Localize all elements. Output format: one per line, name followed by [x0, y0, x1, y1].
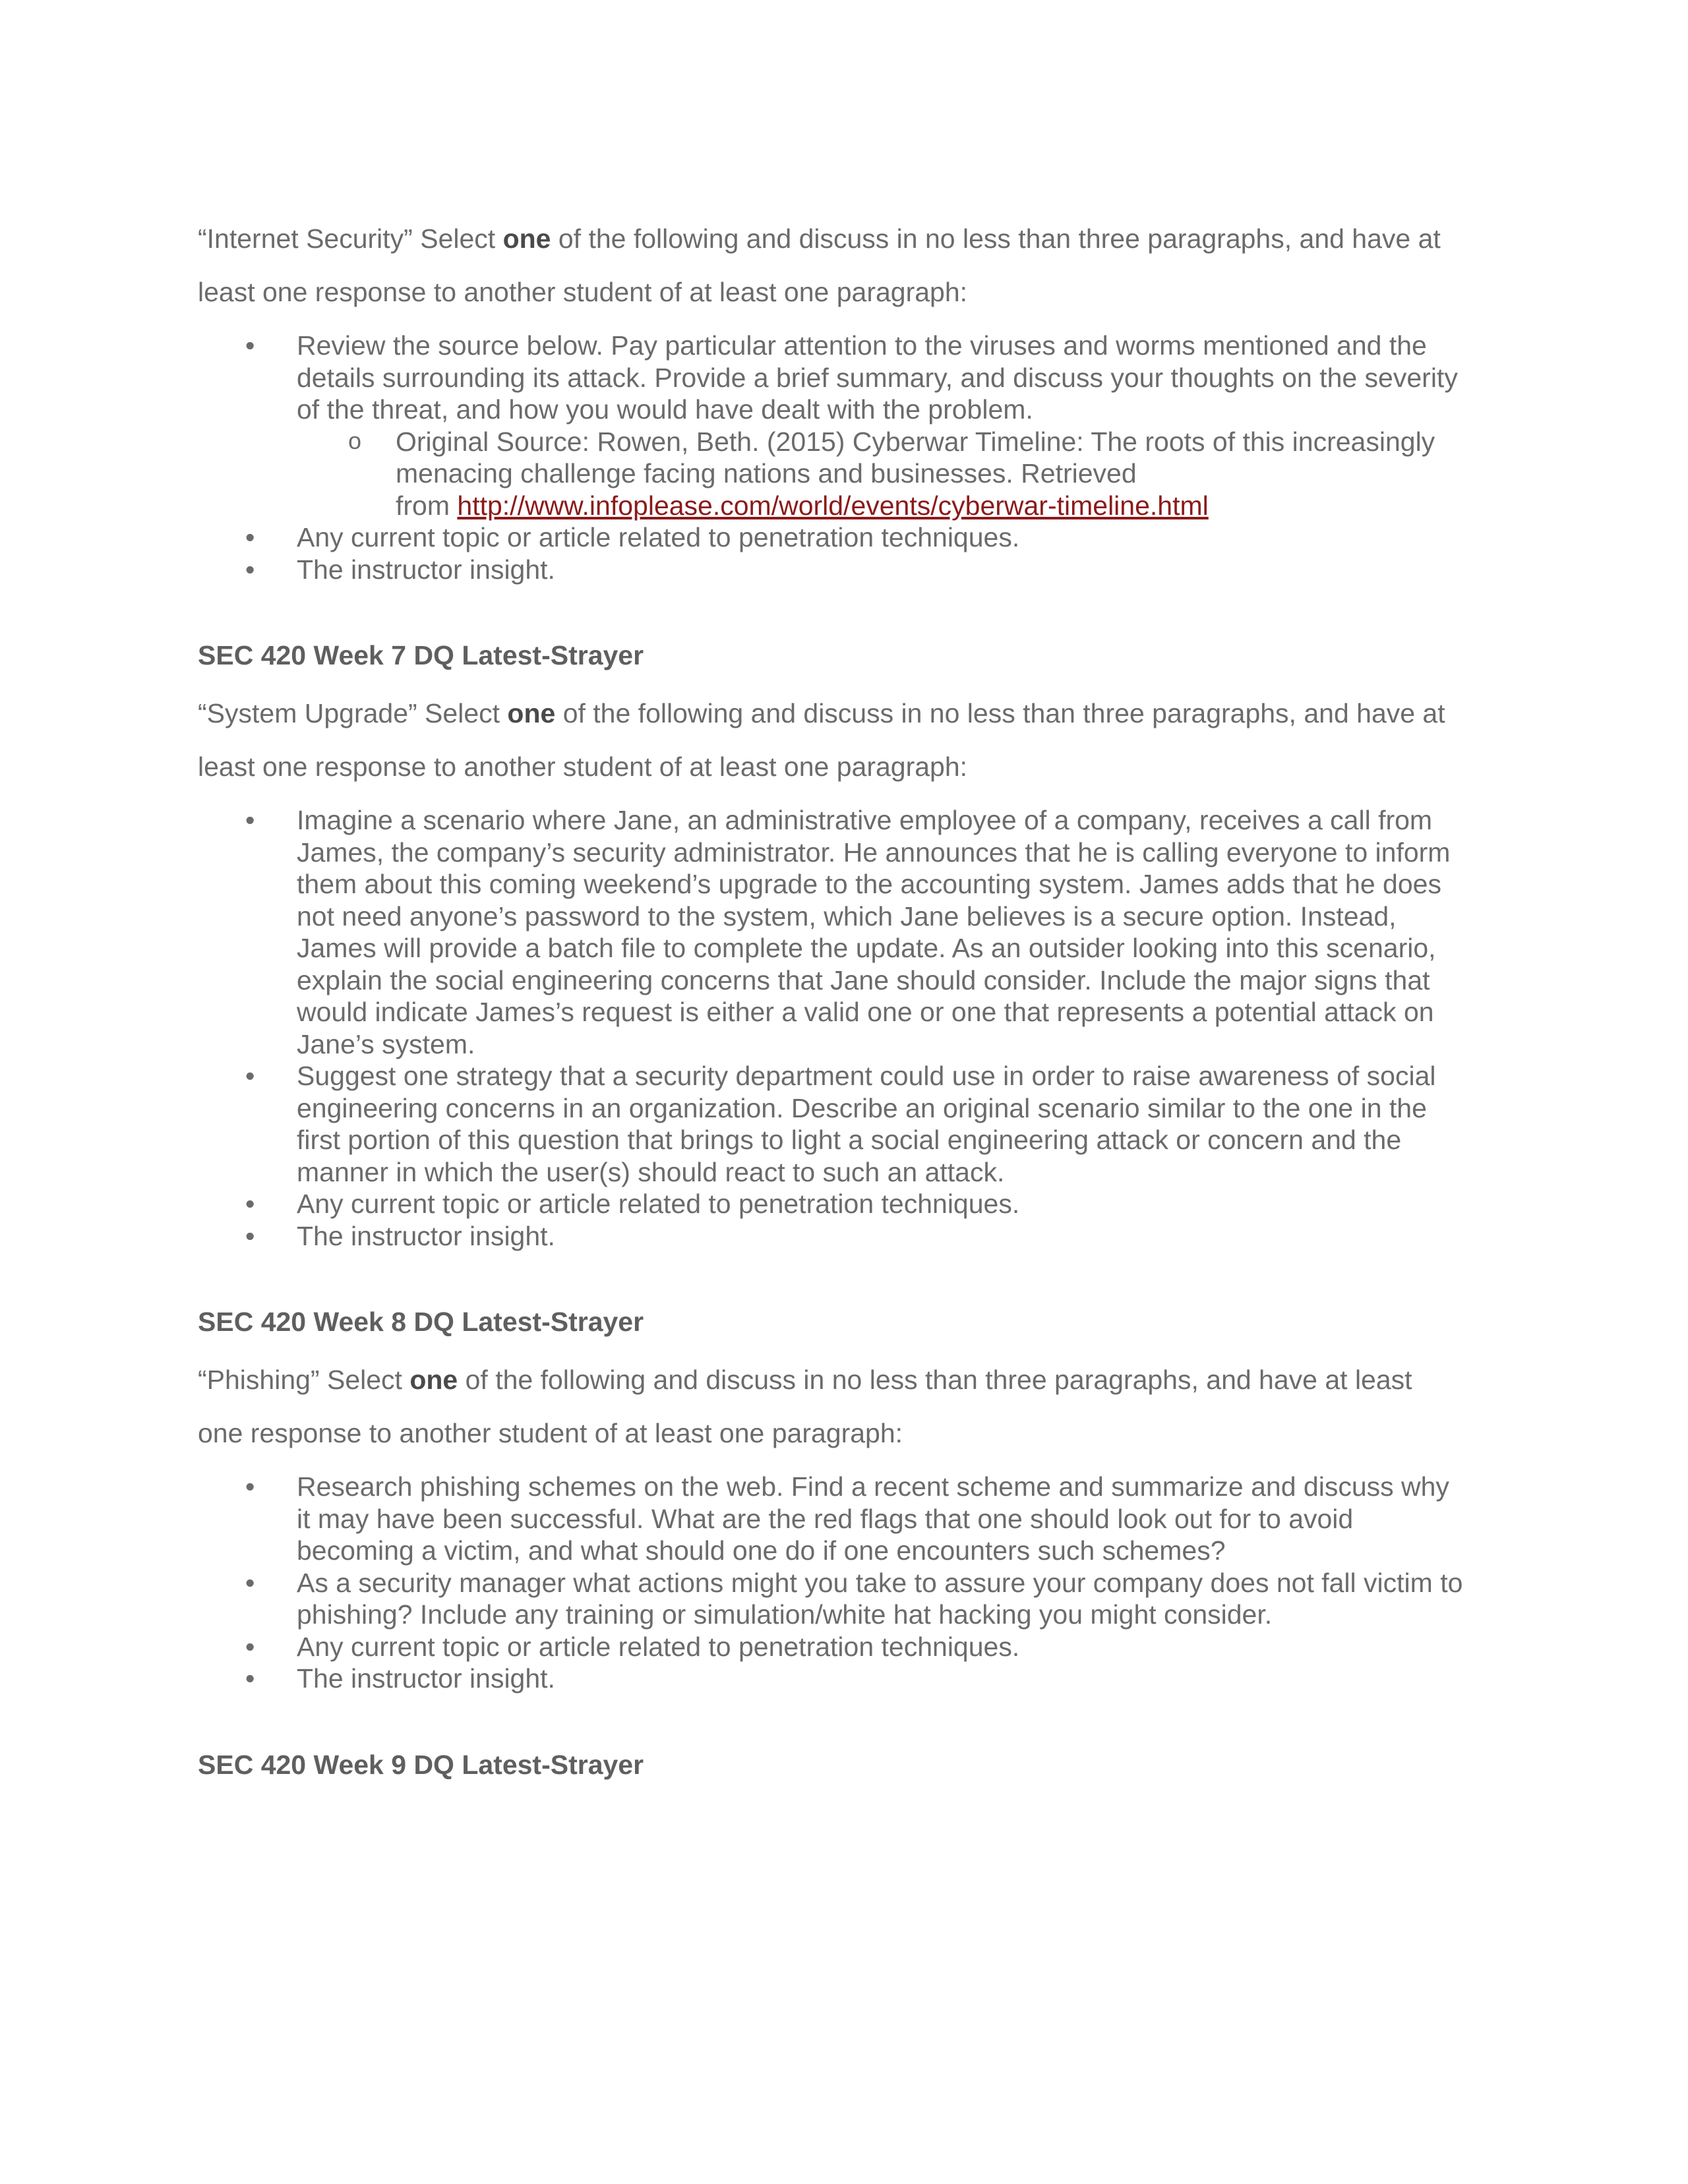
list-item: [198, 1631, 1490, 1663]
line: details surrounding its attack. Provide a brief summary, and discuss your thoughts on the severity: [297, 362, 1458, 393]
list-item: [198, 330, 1490, 521]
list-item: [198, 521, 1490, 554]
list-item: [198, 1060, 1490, 1188]
line: Suggest one strategy that a security department could use in order to raise awareness of social: [297, 1061, 1436, 1091]
line: Any current topic or article related to penetration techniques.: [297, 1189, 1020, 1219]
list-item: [198, 1663, 1490, 1695]
line: not need anyone’s password to the system, which Jane believes is a secure option. Instead,: [297, 900, 1397, 931]
line: Jane’s system.: [297, 1028, 475, 1059]
phishing-list: [198, 1471, 1490, 1695]
internet-security-list: [198, 330, 1490, 585]
list-item: [198, 1471, 1490, 1567]
line: manner in which the user(s) should react to such an attack.: [297, 1156, 1005, 1187]
intro-text: of the following and discuss in no less than three paragraphs, and have at: [551, 223, 1441, 254]
intro-text: least one response to another student of at least one paragraph:: [198, 277, 968, 307]
intro-text: “System Upgrade” Select: [198, 698, 508, 728]
intro-emphasis: one: [409, 1365, 458, 1395]
line: Review the source below. Pay particular attention to the viruses and worms mentioned and the: [297, 330, 1427, 361]
sub-list: [297, 426, 1490, 522]
week-7-heading: SEC 420 Week 7 DQ Latest-Strayer: [198, 640, 644, 670]
intro-text: of the following and discuss in no less than three paragraphs, and have at least: [458, 1365, 1412, 1395]
list-item: [198, 554, 1490, 586]
source-link[interactable]: http://www.infoplease.com/world/events/cyberwar-timeline.html: [457, 490, 1209, 521]
intro-emphasis: one: [502, 223, 551, 254]
line: James, the company’s security administrator. He announces that he is calling everyone to inform: [297, 837, 1451, 868]
line: it may have been successful. What are the red flags that one should look out for to avoid: [297, 1503, 1354, 1534]
intro-text: of the following and discuss in no less than three paragraphs, and have at: [555, 698, 1445, 728]
line: Imagine a scenario where Jane, an administrative employee of a company, receives a call from: [297, 805, 1433, 835]
line: them about this coming weekend’s upgrade to the accounting system. James adds that he does: [297, 869, 1441, 899]
intro-text: “Phishing” Select: [198, 1365, 410, 1395]
system-upgrade-list: [198, 804, 1490, 1252]
line: The instructor insight.: [297, 1220, 555, 1251]
line: becoming a victim, and what should one do if one encounters such schemes?: [297, 1535, 1226, 1566]
line: menacing challenge facing nations and businesses. Retrieved: [396, 458, 1137, 488]
list-item: [198, 804, 1490, 1060]
line: Research phishing schemes on the web. Find a recent scheme and summarize and discuss why: [297, 1471, 1449, 1502]
line: from: [396, 490, 458, 521]
line: of the threat, and how you would have dealt with the problem.: [297, 394, 1033, 425]
sub-list-item: [297, 426, 1490, 522]
line: first portion of this question that brings to light a social engineering attack or concern and the: [297, 1125, 1402, 1155]
document-page: [198, 212, 1490, 1781]
intro-text: least one response to another student of at least one paragraph:: [198, 752, 968, 782]
list-item: [198, 1188, 1490, 1220]
line: Original Source: Rowen, Beth. (2015) Cyberwar Timeline: The roots of this increasingly: [396, 426, 1435, 457]
internet-security-intro: [198, 212, 1490, 319]
line: As a security manager what actions might you take to assure your company does not fall victim to: [297, 1567, 1463, 1598]
intro-text: one response to another student of at least one paragraph:: [198, 1418, 903, 1448]
week-9-heading: SEC 420 Week 9 DQ Latest-Strayer: [198, 1749, 644, 1780]
line: would indicate James’s request is either a valid one or one that represents a potential attack on: [297, 997, 1434, 1027]
line: engineering concerns in an organization. Describe an original scenario similar to the one in the: [297, 1092, 1427, 1123]
list-item: [198, 1220, 1490, 1253]
line: James will provide a batch file to complete the update. As an outsider looking into this scenario,: [297, 933, 1436, 963]
line: Any current topic or article related to penetration techniques.: [297, 522, 1020, 552]
system-upgrade-intro: [198, 687, 1490, 794]
intro-text: “Internet Security” Select: [198, 223, 503, 254]
line: phishing? Include any training or simulation/white hat hacking you might consider.: [297, 1599, 1273, 1630]
phishing-intro: [198, 1353, 1490, 1460]
line: The instructor insight.: [297, 554, 555, 585]
line: explain the social engineering concerns that Jane should consider. Include the major signs that: [297, 964, 1430, 995]
list-item: [198, 1567, 1490, 1631]
intro-emphasis: one: [507, 698, 556, 728]
line: Any current topic or article related to penetration techniques.: [297, 1631, 1020, 1662]
week-8-heading: SEC 420 Week 8 DQ Latest-Strayer: [198, 1307, 644, 1337]
line: The instructor insight.: [297, 1663, 555, 1694]
